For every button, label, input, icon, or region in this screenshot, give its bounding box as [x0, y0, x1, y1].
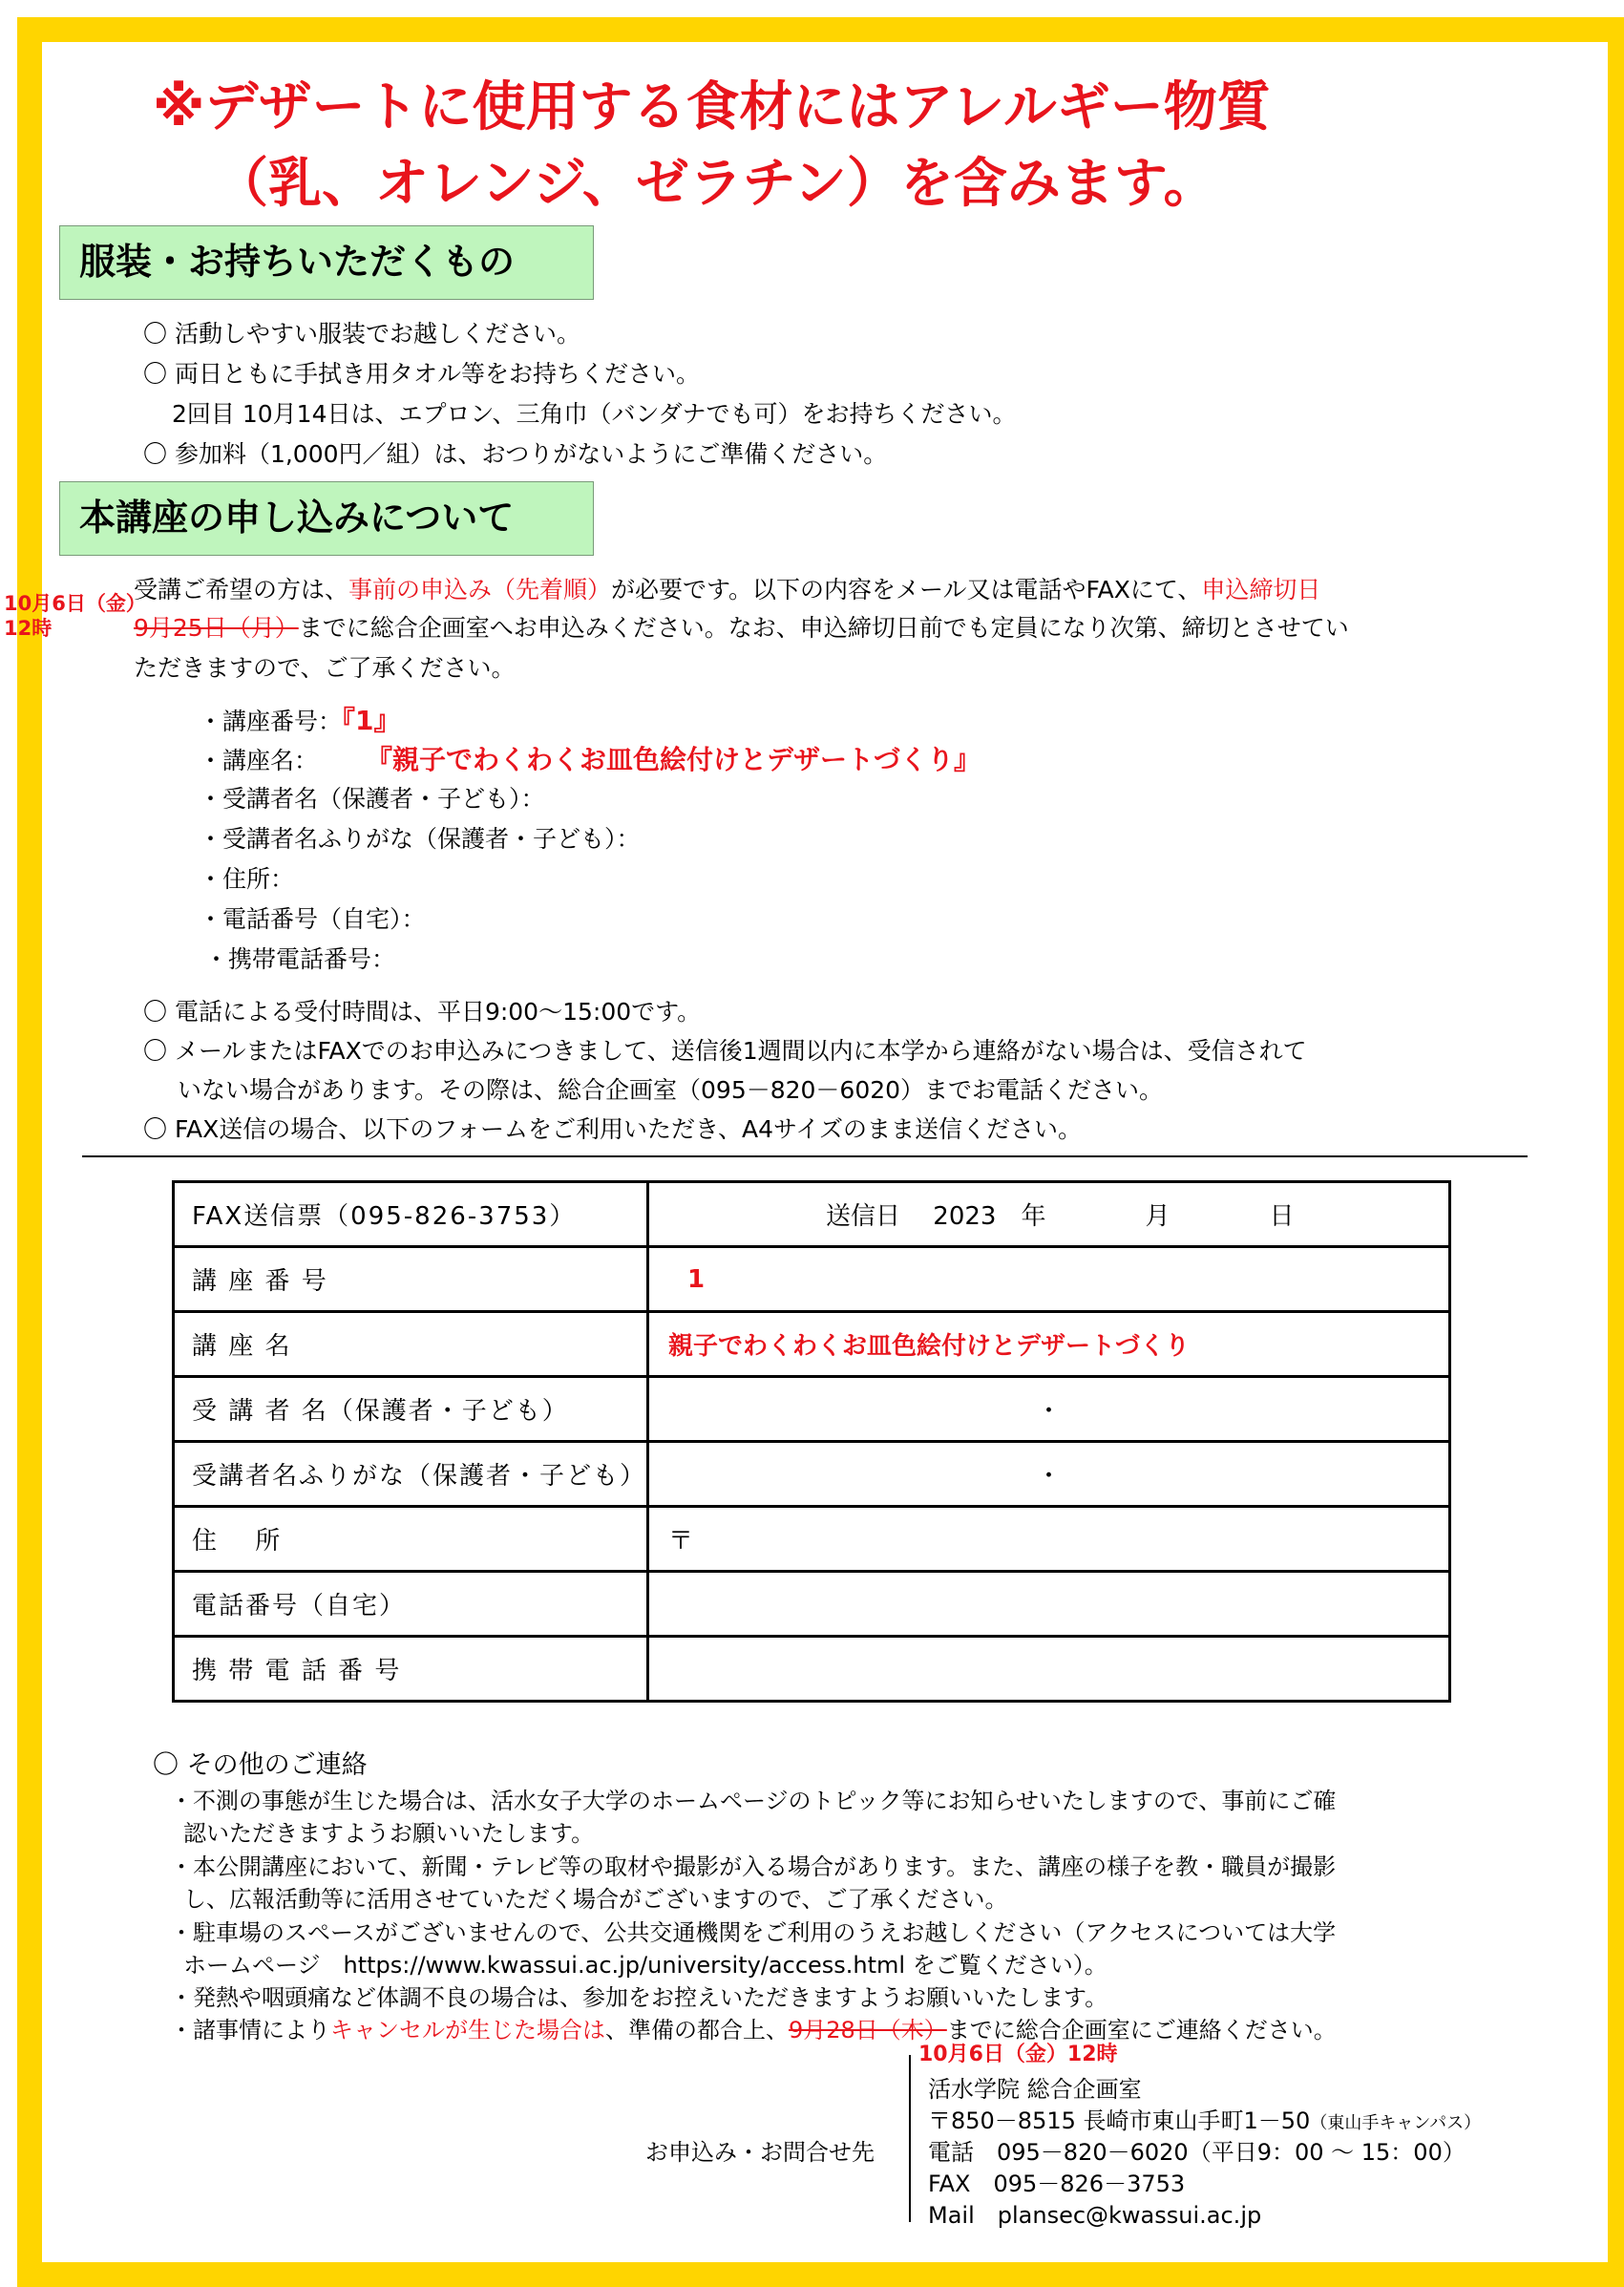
divider: [82, 1155, 1528, 1157]
new-cancel-deadline: 10月6日（金）12時: [918, 2043, 1118, 2066]
belongings-item-2: 〇 両日ともに手拭き用タオル等をお持ちください。: [143, 360, 700, 388]
note-fax-form: 〇 FAX送信の場合、以下のフォームをご利用いただき、A4サイズのまま送信ください。: [143, 1115, 1083, 1143]
advance-registration-text: 事前の申込み（先着順）: [348, 576, 612, 604]
fax-form-table: [172, 1180, 1451, 1703]
other-line-1: ・不測の事態が生じた場合は、活水女子大学のホームページのトピック等にお知らせいたしますので、事前にご確: [170, 1788, 1337, 1814]
course-number-value: 『1』: [342, 705, 401, 736]
other-line-5: ・駐車場のスペースがございませんので、公共交通機関をご利用のうえお越しください（アクセスについては大学: [170, 1919, 1337, 1946]
old-cancel-date: 9月28日（木）: [789, 2017, 947, 2043]
fax-row-phone: [174, 1572, 1450, 1637]
p1-text-a: 受講ご希望の方は、: [134, 576, 349, 604]
fax-row-furigana: [174, 1442, 1450, 1507]
fax-row-address: [174, 1507, 1450, 1572]
belongings-heading: 服装・お持ちいただくもの: [59, 225, 594, 300]
other-line-7: ・発熱や咽頭痛など体調不良の場合は、参加をお控えいただきますようお願いいたします。: [170, 1984, 1108, 2011]
field-participant: ・受講者名（保護者・子ども）：: [199, 785, 545, 813]
fax-label-address: 住 所: [174, 1507, 648, 1572]
old-deadline-date: 9月25日（月）: [134, 614, 299, 642]
note-phone-hours: 〇 電話による受付時間は、平日9:00〜15:00です。: [143, 998, 702, 1026]
contact-mail[interactable]: Mail plansec@kwassui.ac.jp: [928, 2202, 1262, 2229]
other-line-2: 認いただきますようお願いいたします。: [183, 1820, 595, 1847]
belongings-item-1: 〇 活動しやすい服装でお越しください。: [143, 320, 580, 348]
cancel-text-a: ・諸事情により: [170, 2017, 330, 2043]
fax-value-mobile[interactable]: [648, 1637, 1450, 1702]
p1-text-b: が必要です。以下の内容をメール又は電話やFAXにて、: [611, 576, 1202, 604]
fax-header-number: FAX送信票（095-826-3753）: [174, 1182, 648, 1247]
field-phone: ・電話番号（自宅）：: [199, 905, 426, 933]
deadline-label: 申込締切日: [1201, 576, 1321, 604]
field-furigana: ・受講者名ふりがな（保護者・子ども）：: [199, 825, 641, 853]
application-paragraph-line1: [134, 571, 1320, 605]
fax-label-course-number: 講 座 番 号: [174, 1247, 648, 1312]
belongings-item-4: 〇 参加料（1,000円／組）は、おつりがないようにご準備ください。: [143, 440, 888, 468]
fax-label-course-name: 講 座 名: [174, 1312, 648, 1377]
fax-header-row: [174, 1182, 1450, 1247]
contact-label: お申込み・お問合せ先: [645, 2139, 875, 2166]
p2-text: までに総合企画室へお申込みください。なお、申込締切日前でも定員になり次第、締切とさせてい: [298, 614, 1349, 642]
fax-value-furigana[interactable]: ・: [648, 1442, 1450, 1507]
fax-value-address[interactable]: 〒: [648, 1507, 1450, 1572]
fax-row-participant: [174, 1377, 1450, 1442]
belongings-item-3: 2回目 10月14日は、エプロン、三角巾（バンダナでも可）をお持ちください。: [172, 400, 1017, 428]
fax-label-mobile: 携 帯 電 話 番 号: [174, 1637, 648, 1702]
contact-fax: FAX 095－826－3753: [928, 2171, 1186, 2197]
contact-campus: （東山手キャンパス）: [1310, 2113, 1482, 2133]
fax-row-course-number: [174, 1247, 1450, 1312]
other-line-4: し、広報活動等に活用させていただく場合がございますので、ご了承ください。: [183, 1886, 1008, 1913]
fax-value-course-name[interactable]: 親子でわくわくお皿色絵付けとデザートづくり: [648, 1312, 1450, 1377]
fax-row-mobile: [174, 1637, 1450, 1702]
fax-label-phone: 電話番号（自宅）: [174, 1572, 648, 1637]
contact-tel: 電話 095－820－6020（平日9：00 〜 15：00）: [928, 2139, 1466, 2166]
field-course-name: [199, 739, 981, 777]
cancel-text-c: までに総合企画室にご連絡ください。: [946, 2017, 1337, 2043]
cancel-text-red: キャンセルが生じた場合は: [330, 2017, 605, 2043]
course-name-value: 『親子でわくわくお皿色絵付けとデザートづくり』: [366, 744, 981, 775]
field-mobile: ・携帯電話番号：: [204, 945, 396, 973]
cancel-text-b: 、準備の都合上、: [605, 2017, 789, 2043]
fax-value-phone[interactable]: [648, 1572, 1450, 1637]
application-paragraph-line2: [134, 609, 1349, 644]
fax-label-participant: 受 講 者 名（保護者・子ども）: [174, 1377, 648, 1442]
allergy-warning-line2: （乳、オレンジ、ゼラチン）を含みます。: [215, 153, 1217, 215]
allergy-warning-line1: ※デザートに使用する食材にはアレルギー物質: [153, 76, 1271, 138]
other-line-3: ・本公開講座において、新聞・テレビ等の取材や撮影が入る場合があります。また、講座の様子を教・職員が撮影: [170, 1853, 1337, 1880]
application-heading: 本講座の申し込みについて: [59, 481, 594, 556]
course-number-label: ・講座番号：: [199, 708, 343, 735]
other-heading: 〇 その他のご連絡: [153, 1750, 368, 1780]
fax-row-course-name: [174, 1312, 1450, 1377]
field-address: ・住所：: [199, 865, 295, 893]
fax-label-furigana: 受講者名ふりがな（保護者・子ども）: [174, 1442, 648, 1507]
note-email-fax-1: 〇 メールまたはFAXでのお申込みにつきまして、送信後1週間以内に本学から連絡がない場合は、受信されて: [143, 1037, 1307, 1065]
other-cancel-line: [170, 2011, 1337, 2044]
fax-send-date[interactable]: 送信日 2023 年 月 日: [648, 1182, 1450, 1247]
contact-address-text: 〒850－8515 長崎市東山手町1－50: [928, 2107, 1311, 2134]
contact-address: [928, 2102, 1481, 2135]
fax-value-course-number[interactable]: 1: [648, 1247, 1450, 1312]
other-line-6: ホームページ https://www.kwassui.ac.jp/university/access.html をご覧ください）。: [183, 1952, 1107, 1979]
note-email-fax-2: いない場合があります。その際は、総合企画室（095－820－6020）までお電話ください。: [178, 1076, 1164, 1104]
field-course-number: [199, 700, 401, 738]
deadline-side-note-date: 10月6日（金）: [4, 592, 146, 615]
course-name-label: ・講座名：: [199, 747, 319, 774]
contact-divider: [909, 2055, 911, 2222]
application-paragraph-line3: ただきますので、ご了承ください。: [134, 654, 516, 682]
fax-value-participant[interactable]: ・: [648, 1377, 1450, 1442]
contact-org: 活水学院 総合企画室: [928, 2076, 1142, 2103]
deadline-side-note-time: 12時: [4, 617, 53, 640]
